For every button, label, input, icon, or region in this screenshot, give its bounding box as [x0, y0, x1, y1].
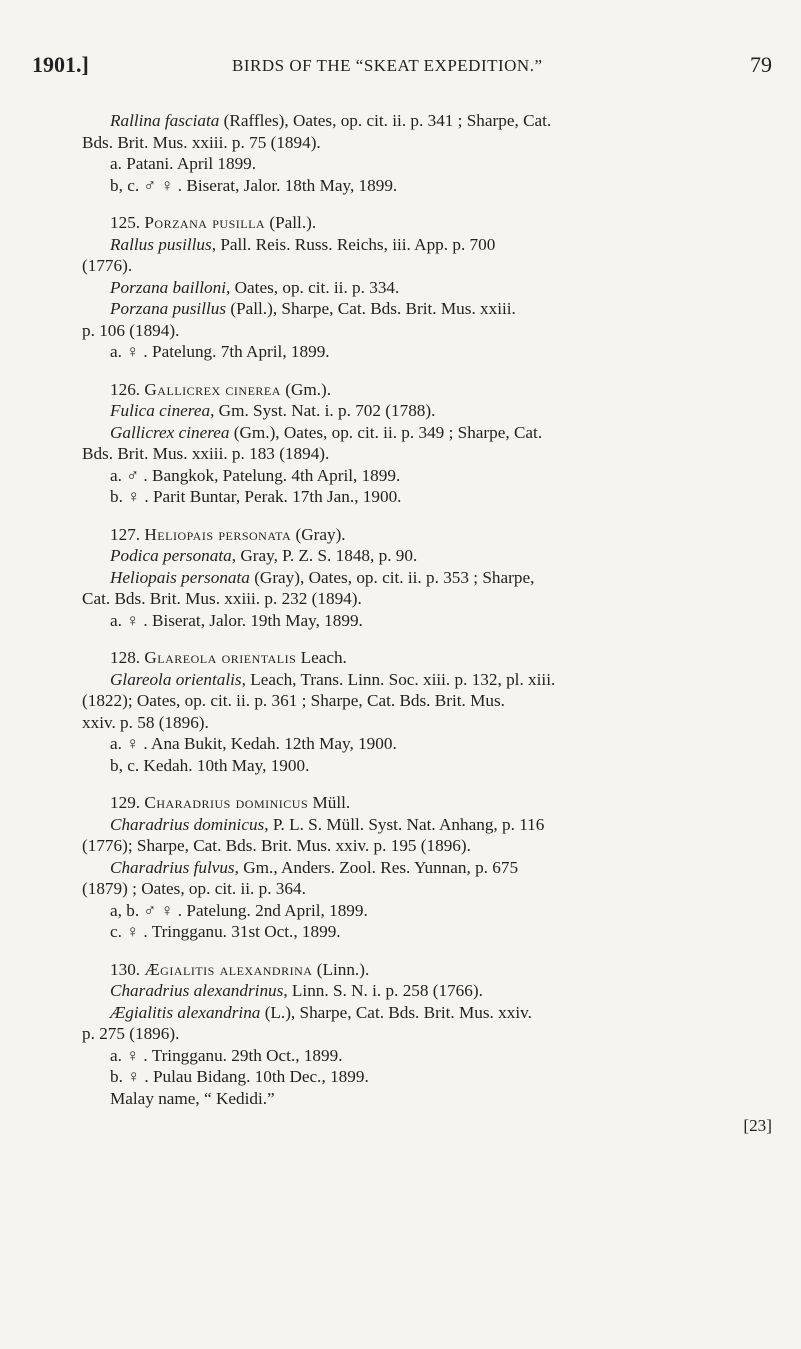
citation: (Gray), Oates, op. cit. ii. p. 353 ; Sharpe, — [249, 567, 535, 587]
taxon-name: Rallina fasciata — [110, 111, 220, 130]
species-authority: Leach. — [296, 648, 347, 667]
species-name: Gallicrex cinerea — [144, 379, 281, 399]
species-number: 126. — [110, 379, 145, 399]
species-number: 130. — [110, 959, 145, 979]
entry-rallina-fasciata — [82, 110, 772, 196]
citation: (Gm.), Oates, op. cit. ii. p. 349 ; Sharpe, Cat. — [229, 422, 543, 442]
synonym-line — [82, 400, 772, 422]
entry-126 — [82, 379, 772, 508]
citation: , Oates, op. cit. ii. p. 334. — [226, 277, 400, 297]
citation-cont: (1879) ; Oates, op. cit. ii. p. 364. — [82, 879, 306, 898]
running-header — [32, 52, 772, 84]
species-authority: (Gray). — [291, 524, 346, 544]
entry-130 — [82, 959, 772, 1137]
specimen-line: a. ♀ . Biserat, Jalor. 19th May, 1899. — [110, 610, 363, 630]
citation-cont: xxiv. p. 58 (1896). — [82, 712, 209, 732]
synonym-line — [82, 277, 772, 299]
species-name: Charadrius dominicus — [144, 793, 309, 812]
taxon-name: Gallicrex cinerea — [110, 422, 230, 442]
citation: , Gray, P. Z. S. 1848, p. 90. — [231, 546, 418, 565]
species-heading — [82, 379, 772, 401]
citation: , Gm. Syst. Nat. i. p. 702 (1788). — [210, 401, 436, 420]
synonym-line — [82, 669, 772, 691]
species-heading — [82, 212, 772, 234]
species-name: Ægialitis alexandrina — [144, 959, 313, 979]
species-authority: Müll. — [308, 793, 351, 812]
synonym-line — [82, 1002, 772, 1024]
species-heading — [82, 524, 772, 546]
species-name: Glareola orientalis — [144, 648, 297, 667]
citation-cont: (1776); Sharpe, Cat. Bds. Brit. Mus. xxiv. p. 195 (1896). — [82, 836, 471, 855]
header-year: 1901.] — [32, 52, 89, 77]
synonym-line — [82, 567, 772, 589]
header-title: BIRDS OF THE “SKEAT EXPEDITION.” — [232, 56, 543, 75]
citation: , Linn. S. N. i. p. 258 (1766). — [283, 981, 483, 1000]
malay-name: Malay name, “ Kedidi.” — [110, 1088, 275, 1108]
synonym-line — [82, 857, 772, 879]
specimen-line: b. ♀ . Parit Buntar, Perak. 17th Jan., 1900. — [110, 487, 402, 506]
synonym-line — [82, 545, 772, 567]
taxon-name: Porzana bailloni — [110, 277, 227, 297]
species-name: Porzana pusilla — [144, 213, 266, 232]
citation-cont: (1776). — [82, 256, 133, 275]
citation-cont: Bds. Brit. Mus. xxiii. p. 75 (1894). — [82, 132, 321, 152]
citation: (L.), Sharpe, Cat. Bds. Brit. Mus. xxiv. — [260, 1002, 532, 1022]
species-number: 127. — [110, 524, 145, 544]
page-body — [82, 110, 772, 1153]
species-authority: (Gm.). — [280, 379, 332, 399]
taxon-name: Charadrius alexandrinus — [110, 981, 284, 1000]
citation-cont: p. 275 (1896). — [82, 1024, 180, 1043]
taxon-name: Fulica cinerea — [110, 401, 211, 420]
citation-cont: (1822); Oates, op. cit. ii. p. 361 ; Sharpe, Cat. Bds. Brit. Mus. — [82, 691, 505, 710]
synonym-line — [82, 422, 772, 444]
taxon-name: Rallus pusillus — [110, 234, 212, 254]
specimen-line: b. ♀ . Pulau Bidang. 10th Dec., 1899. — [110, 1067, 369, 1086]
entry-127 — [82, 524, 772, 632]
synonym-line — [82, 234, 772, 256]
citation: (Raffles), Oates, op. cit. ii. p. 341 ; Sharpe, Cat. — [219, 111, 552, 130]
page-number: 79 — [750, 52, 772, 77]
signature-mark: [23] — [743, 1116, 772, 1135]
specimen-line: a. ♀ . Patelung. 7th April, 1899. — [110, 342, 330, 361]
specimen-line: a. ♂ . Bangkok, Patelung. 4th April, 1899. — [110, 465, 401, 485]
citation: , Leach, Trans. Linn. Soc. xiii. p. 132, pl. xiii. — [241, 669, 556, 689]
citation: , Gm., Anders. Zool. Res. Yunnan, p. 675 — [234, 857, 519, 877]
synonym-line — [82, 814, 772, 836]
species-authority: (Pall.). — [265, 213, 317, 232]
entry-129 — [82, 792, 772, 943]
citation-cont: p. 106 (1894). — [82, 320, 180, 340]
taxon-name: Porzana pusillus — [110, 299, 227, 318]
citation: , Pall. Reis. Russ. Reichs, iii. App. p. 700 — [211, 234, 496, 254]
species-heading — [82, 647, 772, 669]
synonym-line — [82, 298, 772, 320]
species-number: 129. — [110, 793, 145, 812]
taxon-name: Ægialitis alexandrina — [110, 1002, 261, 1022]
species-number: 125. — [110, 213, 145, 232]
taxon-name: Charadrius dominicus — [110, 814, 265, 834]
specimen-line: b, c. Kedah. 10th May, 1900. — [110, 755, 310, 775]
entry-128 — [82, 647, 772, 776]
species-number: 128. — [110, 648, 145, 667]
synonym-line — [82, 980, 772, 1002]
specimen-line: a. Patani. April 1899. — [110, 154, 257, 173]
synonym-line — [82, 110, 772, 132]
species-authority: (Linn.). — [312, 959, 370, 979]
species-heading — [82, 792, 772, 814]
taxon-name: Charadrius fulvus — [110, 857, 235, 877]
taxon-name: Glareola orientalis — [110, 669, 242, 689]
taxon-name: Podica personata — [110, 546, 232, 565]
species-heading — [82, 959, 772, 981]
taxon-name: Heliopais personata — [110, 567, 250, 587]
specimen-line: c. ♀ . Tringganu. 31st Oct., 1899. — [110, 922, 341, 941]
citation-cont: Cat. Bds. Brit. Mus. xxiii. p. 232 (1894). — [82, 589, 362, 608]
specimen-line: a. ♀ . Tringganu. 29th Oct., 1899. — [110, 1045, 343, 1065]
specimen-line: a. ♀ . Ana Bukit, Kedah. 12th May, 1900. — [110, 734, 397, 753]
citation: (Pall.), Sharpe, Cat. Bds. Brit. Mus. xxiii. — [226, 299, 516, 318]
entry-125 — [82, 212, 772, 363]
species-name: Heliopais personata — [144, 524, 292, 544]
citation: , P. L. S. Müll. Syst. Nat. Anhang, p. 116 — [264, 814, 545, 834]
specimen-line: b, c. ♂ ♀ . Biserat, Jalor. 18th May, 1899. — [110, 175, 398, 195]
specimen-line: a, b. ♂ ♀ . Patelung. 2nd April, 1899. — [110, 900, 368, 920]
citation-cont: Bds. Brit. Mus. xxiii. p. 183 (1894). — [82, 444, 330, 463]
